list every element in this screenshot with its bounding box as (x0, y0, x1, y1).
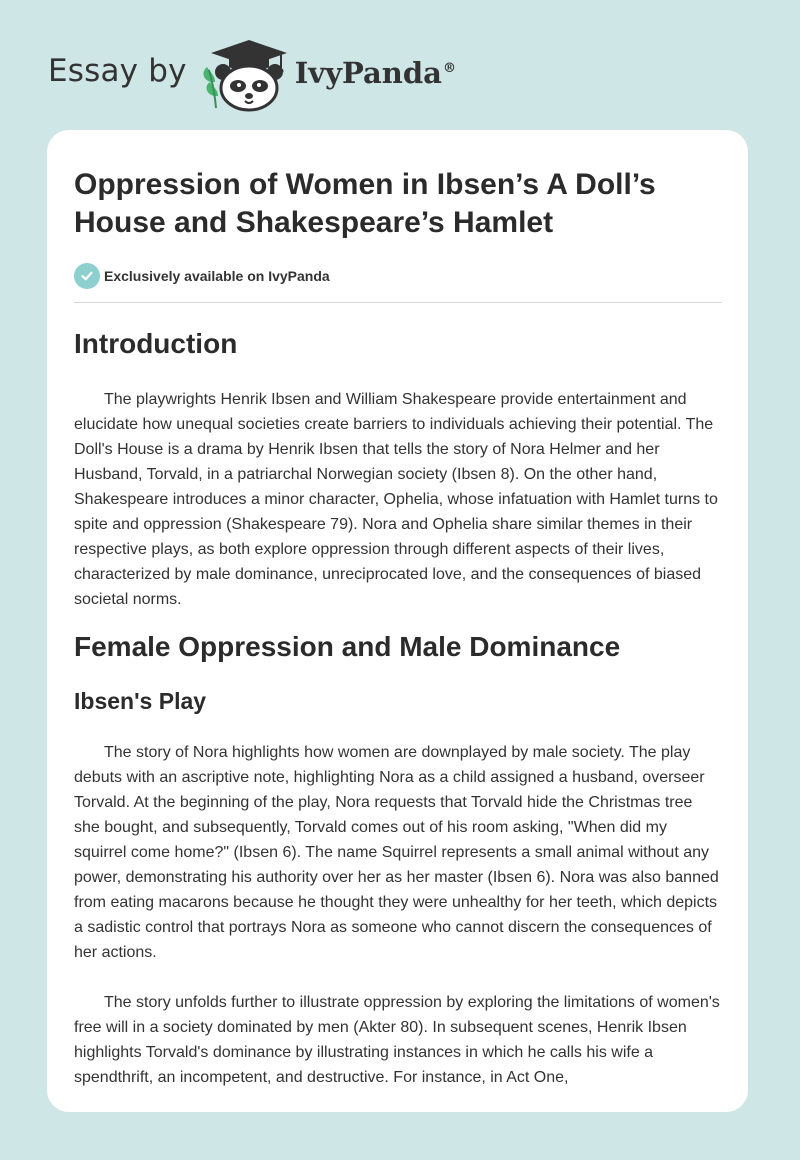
section-heading-introduction: Introduction (74, 328, 238, 359)
paragraph: The playwrights Henrik Ibsen and William Shakespeare provide entertainment and elucidate how unequal societies create barriers to individuals achieving their potential. The Doll's House is a drama by Henrik Ibsen that tells the story of Nora Helmer and her Husband, Torvald, in a patriarchal Norwegian society (Ibsen 8). On the other hand, Shakespeare introduces a minor character, Ophelia, whose infatuation with Hamlet turns to spite and oppression (Shakespeare 79). Nora and Ophelia share similar themes in their respective plays, as both explore oppression through different aspects of their lives, characterized by male dominance, unreciprocated love, and the consequences of biased societal norms. (74, 391, 718, 608)
essay-card (47, 130, 748, 1112)
registered-mark: ® (442, 61, 456, 77)
exclusive-badge (74, 263, 722, 289)
subsection-heading-ibsens-play: Ibsen's Play (74, 688, 207, 714)
essay-content (74, 166, 722, 1090)
essay-by-label: Essay by (48, 53, 187, 89)
paragraph: The story of Nora highlights how women are downplayed by male society. The play debuts with an ascriptive note, highlighting Nora as a child assigned a husband, overseer Torvald. At the beginning of the play, Nora requests that Torvald hide the Christmas tree she bought, and subsequently, Torvald comes out of his room asking, "When did my squirrel come home?" (Ibsen 6). The name Squirrel represents a small animal without any power, demonstrating his authority over her as her master (Ibsen 6). Nora was also banned from eating macarons because he thought they were unhealthy for her teeth, which depicts a sadistic control that portrays Nora as someone who cannot discern the consequences of her actions. (74, 744, 719, 961)
check-icon (74, 263, 100, 289)
site-header (48, 36, 456, 112)
exclusive-label: Exclusively available on IvyPanda (104, 268, 330, 284)
brand-name[interactable] (295, 56, 456, 90)
brand-text: IvyPanda (294, 56, 442, 90)
panda-graduate-icon[interactable] (201, 36, 291, 112)
page-title: Oppression of Women in Ibsen’s A Doll’s House and Shakespeare’s Hamlet (74, 168, 656, 239)
paragraph: The story unfolds further to illustrate oppression by exploring the limitations of women's free will in a society dominated by men (Akter 80). In subsequent scenes, Henrik Ibsen highlights Torvald's dominance by illustrating instances in which he calls his wife a spendthrift, an incompetent, and destructive. For instance, in Act One, (74, 994, 720, 1086)
section-heading-female-oppression: Female Oppression and Male Dominance (74, 631, 621, 662)
divider (74, 302, 722, 303)
